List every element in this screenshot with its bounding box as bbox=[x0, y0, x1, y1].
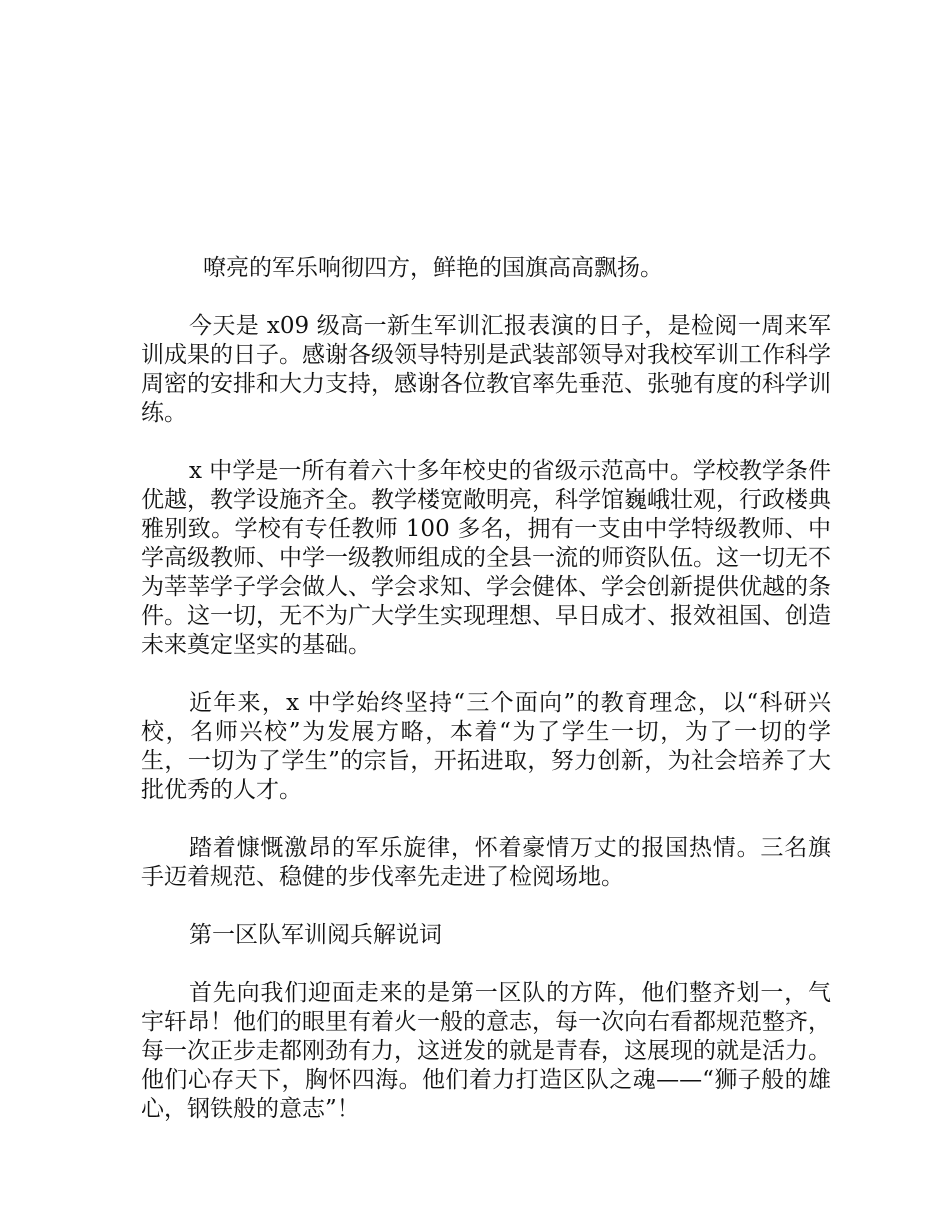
paragraph-first-squad: 首先向我们迎面走来的是第一区队的方阵，他们整齐划一，气宇轩昂！他们的眼里有着火一般的意志，每一次向右看都规范整齐，每一次正步走都刚劲有力，这迸发的就是青春，这展现的就是活力。他们心存天下，胸怀四海。他们着力打造区队之魂——“狮子般的雄心，钢铁般的意志”！ bbox=[141, 980, 831, 1122]
paragraph-school-intro: x 中学是一所有着六十多年校史的省级示范高中。学校教学条件优越，教学设施齐全。教学楼宽敞明亮，科学馆巍峨壮观，行政楼典雅别致。学校有专任教师 100 多名，拥有一支由中学特级教师、中学高级教师、中学一级教师组成的全县一流的师资队伍。这一切无不为莘莘学子学会做人、学会求知、学会健体、学会创新提供优越的条件。这一切，无不为广大学生实现理想、早日成才、报效祖国、创造未来奠定坚实的基础。 bbox=[141, 458, 831, 658]
section-heading: 第一区队军训阅兵解说词 bbox=[189, 922, 442, 948]
paragraph-opening: 嘹亮的军乐响彻四方，鲜艳的国旗高高飘扬。 bbox=[203, 255, 663, 281]
paragraph-recent-years: 近年来，x 中学始终坚持“三个面向”的教育理念，以“科研兴校，名师兴校”为发展方略，本着“为了学生一切，为了一切的学生，一切为了学生”的宗旨，开拓进取，努力创新，为社会培养了大批优秀的人才。 bbox=[141, 690, 831, 803]
document-body bbox=[141, 254, 831, 1153]
paragraph-today: 今天是 x09 级高一新生军训汇报表演的日子，是检阅一周来军训成果的日子。感谢各级领导特别是武装部领导对我校军训工作科学周密的安排和大力支持，感谢各位教官率先垂范、张驰有度的科学训练。 bbox=[141, 313, 831, 426]
paragraph-flag-bearers: 踏着慷慨激昂的军乐旋律，怀着豪情万丈的报国热情。三名旗手迈着规范、稳健的步伐率先走进了检阅场地。 bbox=[141, 835, 831, 890]
